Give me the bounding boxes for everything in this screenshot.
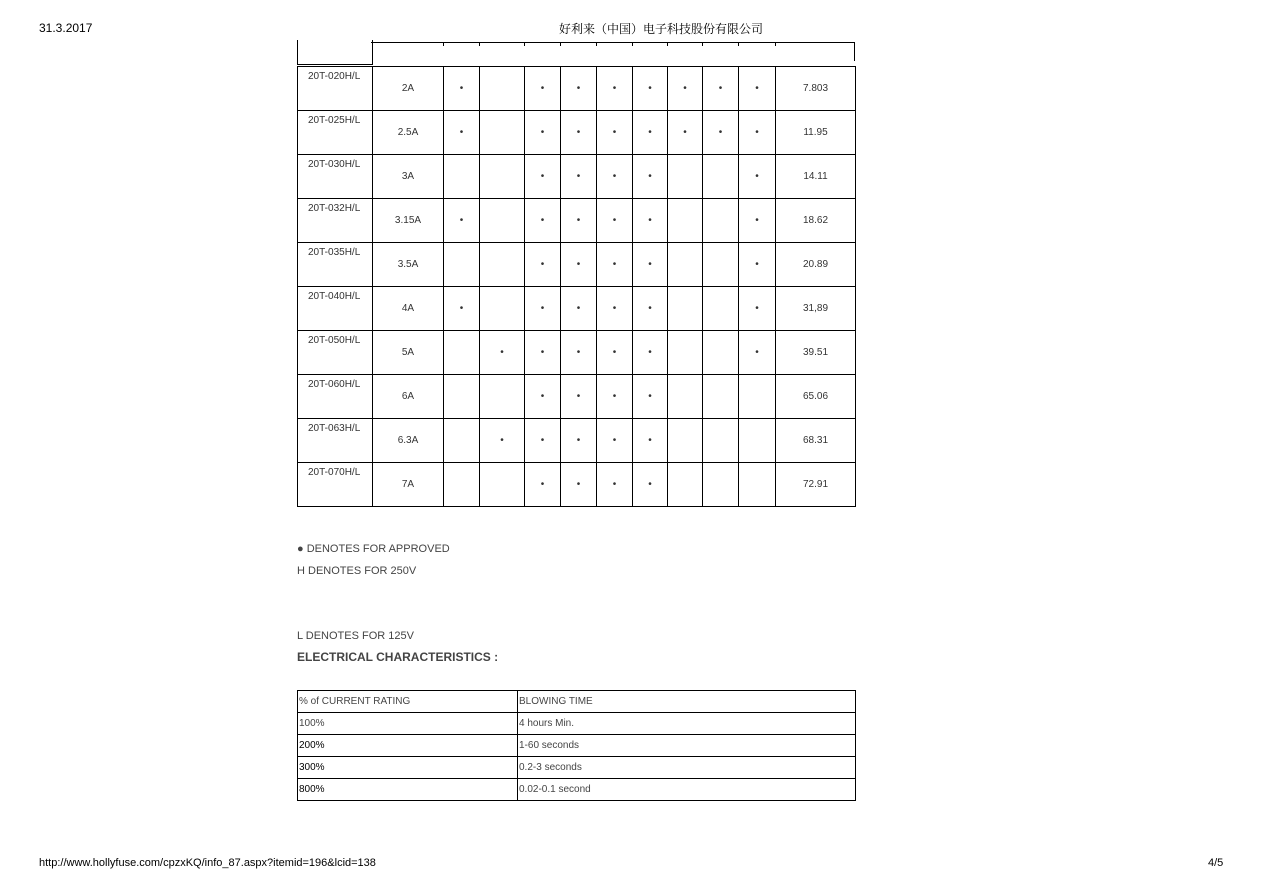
empty-cell xyxy=(703,331,739,375)
approval-mark-cell: • xyxy=(444,111,480,155)
header-divider xyxy=(524,42,525,46)
empty-cell xyxy=(668,155,703,199)
approval-mark-cell: • xyxy=(525,287,561,331)
table-row xyxy=(298,67,856,111)
table-row xyxy=(298,735,856,757)
model-cell: 20T-040H/L xyxy=(298,287,373,331)
approval-mark-cell: • xyxy=(739,155,776,199)
current-rating-cell: 300% xyxy=(298,757,518,779)
value-cell: 72.91 xyxy=(776,463,856,507)
current-cell: 2.5A xyxy=(373,111,444,155)
electrical-characteristics-table xyxy=(297,690,856,801)
fuse-rating-table xyxy=(297,66,856,507)
electrical-table-body xyxy=(298,691,856,801)
approval-mark-cell: • xyxy=(561,67,597,111)
approval-mark-cell: • xyxy=(739,243,776,287)
approval-mark-cell: • xyxy=(739,67,776,111)
approval-mark-cell: • xyxy=(525,199,561,243)
empty-cell xyxy=(739,419,776,463)
approval-mark-cell: • xyxy=(597,67,633,111)
approval-mark-cell: • xyxy=(597,419,633,463)
value-cell: 65.06 xyxy=(776,375,856,419)
print-date: 31.3.2017 xyxy=(39,21,93,35)
blowing-time-cell: 1-60 seconds xyxy=(518,735,856,757)
model-cell: 20T-050H/L xyxy=(298,331,373,375)
approval-mark-cell: • xyxy=(597,155,633,199)
approval-mark-cell: • xyxy=(444,287,480,331)
empty-cell xyxy=(703,243,739,287)
empty-cell xyxy=(703,155,739,199)
value-cell: 14.11 xyxy=(776,155,856,199)
approval-mark-cell: • xyxy=(668,67,703,111)
header-divider xyxy=(632,42,633,46)
empty-cell xyxy=(668,463,703,507)
model-cell: 20T-020H/L xyxy=(298,67,373,111)
value-cell: 18.62 xyxy=(776,199,856,243)
current-rating-cell: 200% xyxy=(298,735,518,757)
approval-mark-cell: • xyxy=(525,243,561,287)
approval-mark-cell: • xyxy=(480,419,525,463)
approval-mark-cell: • xyxy=(444,199,480,243)
empty-cell xyxy=(480,199,525,243)
electrical-section-title: ELECTRICAL CHARACTERISTICS : xyxy=(297,650,499,664)
table-row xyxy=(298,757,856,779)
current-cell: 2A xyxy=(373,67,444,111)
approval-mark-cell: • xyxy=(525,375,561,419)
table-row xyxy=(298,331,856,375)
header-divider xyxy=(775,42,776,46)
table-row xyxy=(298,419,856,463)
note-approved: ● DENOTES FOR APPROVED xyxy=(297,543,450,555)
empty-cell xyxy=(480,463,525,507)
current-cell: 3.5A xyxy=(373,243,444,287)
empty-cell xyxy=(703,463,739,507)
table-row xyxy=(298,199,856,243)
approval-mark-cell: • xyxy=(597,199,633,243)
approval-mark-cell: • xyxy=(525,331,561,375)
empty-cell xyxy=(668,375,703,419)
empty-cell xyxy=(703,287,739,331)
approval-mark-cell: • xyxy=(633,155,668,199)
table-row xyxy=(298,287,856,331)
table-header-row xyxy=(298,691,856,713)
current-cell: 7A xyxy=(373,463,444,507)
note-h-voltage: H DENOTES FOR 250V xyxy=(297,565,417,577)
header-divider xyxy=(443,42,444,46)
model-cell: 20T-032H/L xyxy=(298,199,373,243)
approval-mark-cell: • xyxy=(739,331,776,375)
approval-mark-cell: • xyxy=(561,111,597,155)
approval-mark-cell: • xyxy=(561,287,597,331)
empty-cell xyxy=(668,199,703,243)
model-cell: 20T-063H/L xyxy=(298,419,373,463)
approval-mark-cell: • xyxy=(633,111,668,155)
approval-mark-cell: • xyxy=(561,199,597,243)
model-cell: 20T-035H/L xyxy=(298,243,373,287)
value-cell: 39.51 xyxy=(776,331,856,375)
header-divider xyxy=(738,42,739,46)
empty-cell xyxy=(668,287,703,331)
model-cell: 20T-025H/L xyxy=(298,111,373,155)
value-cell: 31,89 xyxy=(776,287,856,331)
empty-cell xyxy=(739,375,776,419)
approval-mark-cell: • xyxy=(703,67,739,111)
approval-mark-cell: • xyxy=(633,287,668,331)
approval-mark-cell: • xyxy=(561,375,597,419)
header-divider xyxy=(479,42,480,46)
empty-cell xyxy=(480,111,525,155)
empty-cell xyxy=(444,155,480,199)
empty-cell xyxy=(703,199,739,243)
empty-cell xyxy=(703,375,739,419)
approval-mark-cell: • xyxy=(525,463,561,507)
header-divider xyxy=(596,42,597,46)
header-divider xyxy=(702,42,703,46)
column-header-current-rating: % of CURRENT RATING xyxy=(298,691,518,713)
approval-mark-cell: • xyxy=(633,463,668,507)
approval-mark-cell: • xyxy=(633,419,668,463)
empty-cell xyxy=(668,243,703,287)
empty-cell xyxy=(480,155,525,199)
current-cell: 3.15A xyxy=(373,199,444,243)
empty-cell xyxy=(444,463,480,507)
approval-mark-cell: • xyxy=(633,243,668,287)
current-rating-cell: 800% xyxy=(298,779,518,801)
value-cell: 20.89 xyxy=(776,243,856,287)
empty-cell xyxy=(668,419,703,463)
empty-cell xyxy=(444,243,480,287)
blowing-time-cell: 4 hours Min. xyxy=(518,713,856,735)
approval-mark-cell: • xyxy=(480,331,525,375)
approval-mark-cell: • xyxy=(703,111,739,155)
table-row xyxy=(298,243,856,287)
table-row xyxy=(298,713,856,735)
header-divider xyxy=(667,42,668,46)
approval-mark-cell: • xyxy=(561,243,597,287)
table-header-cutoff xyxy=(297,38,856,66)
approval-mark-cell: • xyxy=(633,67,668,111)
approval-mark-cell: • xyxy=(597,287,633,331)
approval-mark-cell: • xyxy=(739,287,776,331)
column-header-blowing-time: BLOWING TIME xyxy=(518,691,856,713)
approval-mark-cell: • xyxy=(668,111,703,155)
approval-mark-cell: • xyxy=(597,375,633,419)
current-cell: 3A xyxy=(373,155,444,199)
empty-cell xyxy=(444,419,480,463)
fuse-table-body xyxy=(298,67,856,507)
approval-mark-cell: • xyxy=(597,243,633,287)
empty-cell xyxy=(444,331,480,375)
empty-cell xyxy=(480,287,525,331)
model-cell: 20T-060H/L xyxy=(298,375,373,419)
model-cell: 20T-030H/L xyxy=(298,155,373,199)
current-cell: 4A xyxy=(373,287,444,331)
approval-mark-cell: • xyxy=(739,111,776,155)
table-row xyxy=(298,375,856,419)
current-cell: 5A xyxy=(373,331,444,375)
page-title: 好利来（中国）电子科技股份有限公司 xyxy=(559,22,764,36)
approval-mark-cell: • xyxy=(597,463,633,507)
empty-cell xyxy=(739,463,776,507)
value-cell: 68.31 xyxy=(776,419,856,463)
approval-mark-cell: • xyxy=(561,155,597,199)
approval-mark-cell: • xyxy=(444,67,480,111)
table-row xyxy=(298,779,856,801)
table-row xyxy=(298,111,856,155)
approval-mark-cell: • xyxy=(525,111,561,155)
blowing-time-cell: 0.02-0.1 second xyxy=(518,779,856,801)
print-url: http://www.hollyfuse.com/cpzxKQ/info_87.aspx?itemid=196&lcid=138 xyxy=(39,857,376,869)
approval-mark-cell: • xyxy=(561,463,597,507)
approval-mark-cell: • xyxy=(597,111,633,155)
empty-cell xyxy=(480,375,525,419)
header-model-cell xyxy=(297,40,373,65)
approval-mark-cell: • xyxy=(525,155,561,199)
table-row xyxy=(298,155,856,199)
approval-mark-cell: • xyxy=(525,67,561,111)
note-l-voltage: L DENOTES FOR 125V xyxy=(297,630,414,642)
current-cell: 6A xyxy=(373,375,444,419)
approval-mark-cell: • xyxy=(633,199,668,243)
approval-mark-cell: • xyxy=(597,331,633,375)
current-rating-cell: 100% xyxy=(298,713,518,735)
empty-cell xyxy=(444,375,480,419)
approval-mark-cell: • xyxy=(561,331,597,375)
empty-cell xyxy=(480,243,525,287)
empty-cell xyxy=(668,331,703,375)
current-cell: 6.3A xyxy=(373,419,444,463)
approval-mark-cell: • xyxy=(525,419,561,463)
blowing-time-cell: 0.2-3 seconds xyxy=(518,757,856,779)
page-number: 4/5 xyxy=(1208,857,1224,869)
value-cell: 7.803 xyxy=(776,67,856,111)
value-cell: 11.95 xyxy=(776,111,856,155)
approval-mark-cell: • xyxy=(633,375,668,419)
model-cell: 20T-070H/L xyxy=(298,463,373,507)
empty-cell xyxy=(480,67,525,111)
empty-cell xyxy=(703,419,739,463)
approval-mark-cell: • xyxy=(561,419,597,463)
header-divider xyxy=(560,42,561,46)
approval-mark-cell: • xyxy=(633,331,668,375)
approval-mark-cell: • xyxy=(739,199,776,243)
table-row xyxy=(298,463,856,507)
